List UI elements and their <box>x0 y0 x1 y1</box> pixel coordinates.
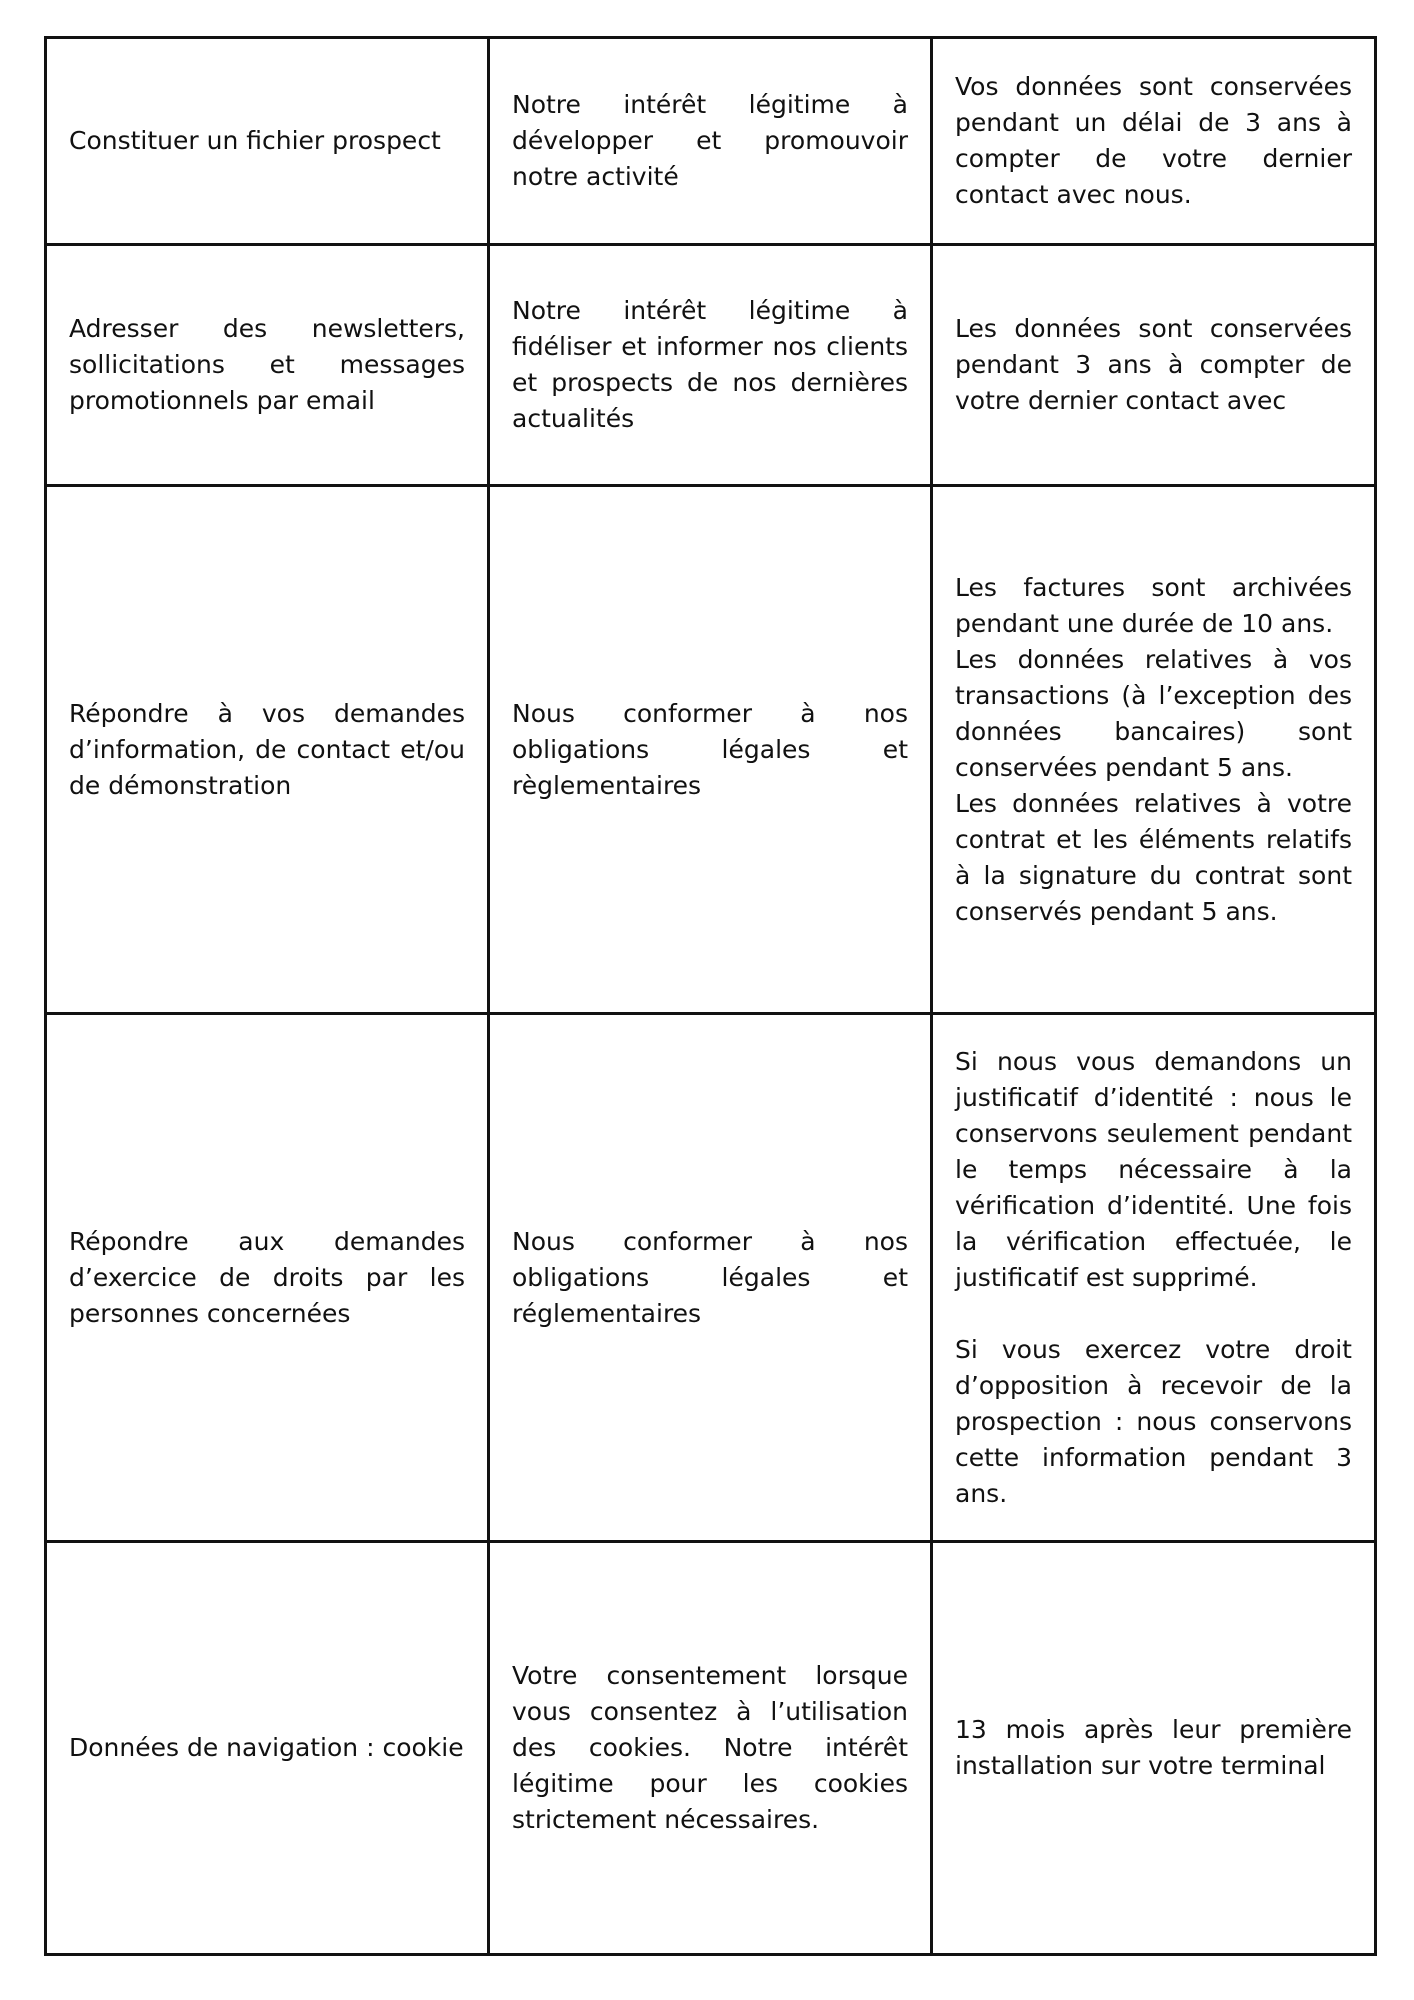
retention-paragraph: Les données relatives à vos transactions (à l’exception des données bancaires) sont conservées pendant 5 ans. <box>955 644 1352 782</box>
table-row <box>46 1014 1376 1542</box>
retention-cell <box>932 1542 1376 1955</box>
legal-basis-cell: Votre consentement lorsque vous consentez à l’utilisation des cookies. Notre intérêt légitime pour les cookies strictement nécessaires. <box>489 1542 932 1955</box>
retention-cell <box>932 38 1376 245</box>
retention-cell <box>932 486 1376 1014</box>
purpose-cell: Répondre à vos demandes d’information, de contact et/ou de démonstration <box>46 486 489 1014</box>
legal-basis-cell: Nous conformer à nos obligations légales et réglementaires <box>489 1014 932 1542</box>
table-row <box>46 1542 1376 1955</box>
purpose-cell: Adresser des newsletters, sollicitations et messages promotionnels par email <box>46 245 489 486</box>
retention-cell <box>932 1014 1376 1542</box>
retention-paragraph: Les données sont conservées pendant 3 ans à compter de votre dernier contact avec <box>955 314 1352 415</box>
legal-basis-cell: Notre intérêt légitime à fidéliser et informer nos clients et prospects de nos dernières actualités <box>489 245 932 486</box>
purpose-cell: Répondre aux demandes d’exercice de droits par les personnes concernées <box>46 1014 489 1542</box>
table-row <box>46 486 1376 1014</box>
retention-paragraph: Si vous exercez votre droit d’opposition à recevoir de la prospection : nous conservons cette information pendant 3 ans. <box>955 1334 1352 1508</box>
retention-cell <box>932 245 1376 486</box>
legal-basis-cell: Nous conformer à nos obligations légales et règlementaires <box>489 486 932 1014</box>
retention-paragraph: Les factures sont archivées pendant une durée de 10 ans. <box>955 572 1352 638</box>
retention-paragraph: Vos données sont conservées pendant un délai de 3 ans à compter de votre dernier contact avec nous. <box>955 72 1352 209</box>
table-row <box>46 245 1376 486</box>
data-processing-table <box>44 36 1377 1956</box>
retention-paragraph: Si nous vous demandons un justificatif d’identité : nous le conservons seulement pendant le temps nécessaire à la vérification d’identité. Une fois la vérification effectuée, le justificatif est supprimé. <box>955 1046 1352 1292</box>
legal-basis-cell: Notre intérêt légitime à développer et promouvoir notre activité <box>489 38 932 245</box>
retention-paragraph: Les données relatives à votre contrat et les éléments relatifs à la signature du contrat sont conservés pendant 5 ans. <box>955 788 1352 926</box>
purpose-cell: Constituer un fichier prospect <box>46 38 489 245</box>
retention-paragraph: 13 mois après leur première installation sur votre terminal <box>955 1715 1352 1780</box>
purpose-cell: Données de navigation : cookie <box>46 1542 489 1955</box>
table-row <box>46 38 1376 245</box>
